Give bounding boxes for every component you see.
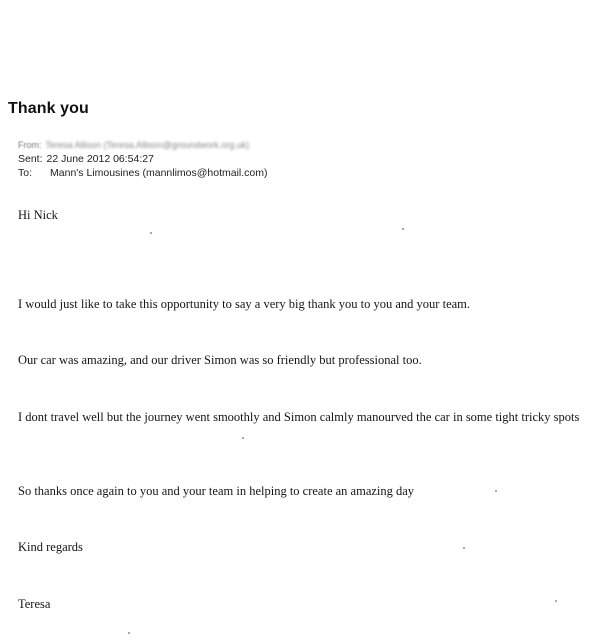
- body-paragraph: I dont travel well but the journey went smoothly and Simon calmly manourved the car in some tight tricky spots: [18, 410, 580, 424]
- scan-speck: [150, 232, 152, 234]
- from-value: Teresa Allison (Teresa.Allison@groundwork.org.uk): [45, 140, 250, 150]
- greeting: Hi Nick: [18, 208, 58, 222]
- email-subject: Thank you: [8, 100, 89, 117]
- to-row: [18, 166, 268, 180]
- closing: Kind regards: [18, 540, 83, 554]
- scan-speck: [242, 437, 244, 439]
- scan-speck: [555, 600, 557, 602]
- scan-speck: [463, 547, 465, 549]
- scan-speck: [495, 490, 497, 492]
- sent-label: Sent:: [18, 153, 43, 165]
- signature: Teresa: [18, 597, 51, 611]
- body-paragraph: I would just like to take this opportunity to say a very big thank you to you and your team.: [18, 297, 471, 311]
- sent-row: [18, 152, 268, 166]
- sent-value: 22 June 2012 06:54:27: [46, 153, 154, 165]
- from-label: From:: [18, 140, 42, 150]
- from-row: [18, 138, 268, 152]
- body-paragraph: Our car was amazing, and our driver Simon was so friendly but professional too.: [18, 353, 422, 367]
- scan-speck: [128, 632, 130, 634]
- scan-speck: [402, 228, 404, 230]
- to-label: To:: [18, 167, 33, 179]
- body-paragraph: So thanks once again to you and your team in helping to create an amazing day: [18, 484, 415, 498]
- email-header: [18, 138, 268, 180]
- to-value: Mann's Limousines (mannlimos@hotmail.com): [50, 167, 268, 179]
